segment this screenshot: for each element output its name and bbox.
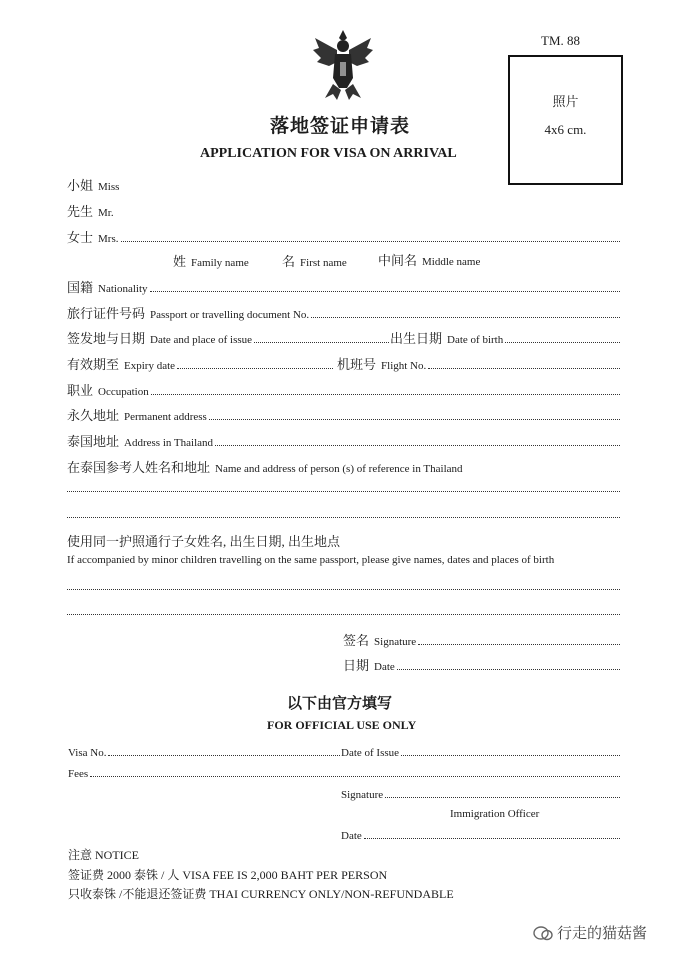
thailand-address-field[interactable]: 泰国地址 Address in Thailand [67,431,620,450]
nationality-field[interactable]: 国籍 Nationality [67,277,620,296]
reference-line-2[interactable] [67,508,620,518]
immigration-officer-label: Immigration Officer [450,808,540,820]
salutation-mr[interactable]: 先生 Mr. [67,204,114,219]
name-part-middle: 中间名 Middle name [378,253,481,268]
title-zh: 落地签证申请表 [270,116,411,137]
applicant-signature-field[interactable]: 签名 Signature [343,630,620,649]
name-part-family: 姓 Family name [173,254,249,269]
flight-field[interactable]: 机班号 Flight No. [337,354,620,373]
notice-fee: 签证费 2000 泰铢 / 人 VISA FEE IS 2,000 BAHT PER PERSON [68,868,388,882]
photo-label: 照片 [552,94,579,109]
birth-field[interactable]: 出生日期 Date of birth [390,328,620,347]
photo-size: 4x6 cm. [544,122,587,137]
passport-field[interactable]: 旅行证件号码 Passport or travelling document No. [67,303,620,322]
official-title-zh: 以下由官方填写 [287,696,393,712]
name-field[interactable] [121,231,621,242]
applicant-date-field[interactable]: 日期 Date [343,655,620,674]
children-line-1[interactable] [67,580,620,590]
reference-line-1[interactable] [67,482,620,492]
date-of-issue-field[interactable]: Date of Issue [341,745,620,759]
watermark-logo-icon [532,922,554,944]
visa-no-field[interactable]: Visa No. [68,745,340,759]
notice-title: 注意 NOTICE [68,848,139,862]
notice-currency: 只收泰铢 /不能退还签证费 THAI CURRENCY ONLY/NON-REFUNDABLE [68,887,454,901]
garuda-emblem [311,28,375,102]
form-code: TM. 88 [541,33,580,48]
officer-date-field[interactable]: Date [341,828,620,842]
issue-field[interactable]: 签发地与日期 Date and place of issue [67,328,389,347]
title-en: APPLICATION FOR VISA ON ARRIVAL [200,146,457,161]
reference-label: 在泰国参考人姓名和地址 Name and address of person (s) of reference in Thailand [67,460,463,475]
fees-field[interactable]: Fees [68,766,620,780]
photo-box [508,55,623,185]
salutation-mrs[interactable]: 女士 Mrs. [67,227,620,246]
children-label-zh: 使用同一护照通行子女姓名, 出生日期, 出生地点 [67,534,341,549]
occupation-field[interactable]: 职业 Occupation [67,380,620,399]
children-line-2[interactable] [67,605,620,615]
children-label-en: If accompanied by minor children travelling on the same passport, please give names, dates and places of birth [67,554,555,566]
salutation-miss[interactable]: 小姐 Miss [67,178,120,193]
permanent-address-field[interactable]: 永久地址 Permanent address [67,405,620,424]
expiry-field[interactable]: 有效期至 Expiry date [67,354,333,373]
official-title-en: FOR OFFICIAL USE ONLY [267,718,417,732]
watermark-text: 行走的猫菇酱 [557,924,648,942]
officer-signature-field[interactable]: Signature [341,787,620,801]
name-part-first: 名 First name [282,254,347,269]
